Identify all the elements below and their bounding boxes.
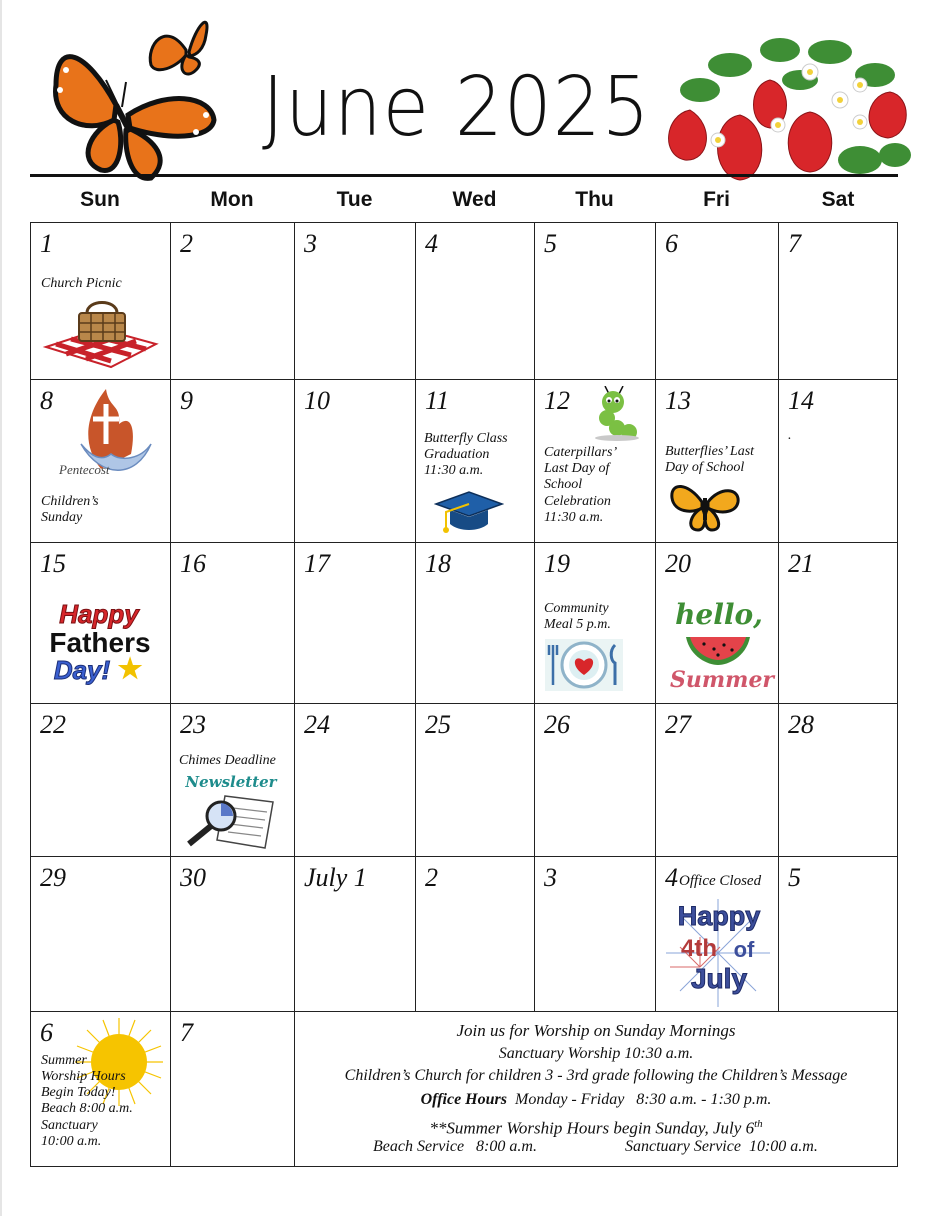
event-community-meal-line1: Community [544,601,609,616]
hello-summer-summer: Summer [670,667,775,693]
day-number: 4 [425,229,438,258]
day-cell [31,857,171,1012]
fathers-day-happy: Happy [59,599,139,629]
event-butterfly-graduation-line1: Butterfly Class [424,431,508,446]
day-cell [779,223,897,380]
fourth-july-of: of [733,937,755,962]
day-number: 28 [788,710,814,739]
day-cell [295,857,416,1012]
day-number: 23 [180,710,206,739]
day-number: July 1 [304,863,367,892]
event-butterfly-graduation-line2: Graduation [424,447,490,462]
weekday-fri: Fri [703,188,730,211]
weekday-mon: Mon [210,188,254,211]
fathers-day-day: Day! [53,655,111,685]
footer-childrens-church: Children’s Church for children 3 - 3rd grade following the Children’s Message [344,1067,848,1084]
strawberry-icon [788,112,832,172]
weekday-tue: Tue [336,188,373,211]
event-office-closed: Office Closed [679,873,762,889]
event-summer-worship-line5: Sanctuary [41,1118,98,1133]
butterfly-illustration [46,10,221,182]
calendar-grid [30,222,898,1167]
event-church-picnic: Church Picnic [41,276,122,291]
day-cell [295,543,416,704]
day-number: 30 [180,863,206,892]
stray-mark: . [788,428,792,443]
day-number: 29 [40,863,66,892]
fourth-july-4th: 4th [681,935,717,962]
butterfly-small-icon [150,22,207,74]
day-number: 18 [425,549,451,578]
event-summer-worship-line4: Beach 8:00 a.m. [41,1101,133,1116]
day-number: 27 [665,710,691,739]
summer-notice-text: **Summer Worship Hours begin Sunday, July 6 [429,1118,755,1138]
title-rule [30,174,898,177]
event-childrens-sunday-line2: Sunday [41,510,83,525]
summer-notice-sup: th [754,1118,763,1130]
day-cell [656,380,779,543]
event-summer-worship-line3: Begin Today! [41,1085,116,1100]
day-cell [295,223,416,380]
event-summer-worship-line6: 10:00 a.m. [41,1134,102,1149]
day-cell [171,704,295,857]
day-number: 19 [544,549,570,578]
day-cell [31,543,171,704]
day-number: 24 [304,710,330,739]
event-caterpillars-line3: School [544,477,583,492]
event-caterpillars-line4: Celebration [544,494,611,509]
day-cell [535,223,656,380]
caterpillar-icon [591,386,643,442]
strawberries-illustration [660,30,915,188]
event-community-meal-line2: Meal 5 p.m. [544,617,611,632]
event-summer-worship-line1: Summer [41,1053,87,1068]
event-caterpillars-line5: 11:30 a.m. [544,510,604,525]
day-cell [416,380,535,543]
day-cell [535,704,656,857]
day-cell [31,1012,171,1166]
picnic-basket-icon [41,299,159,369]
event-childrens-sunday-line1: Children’s [41,494,99,509]
footer-notice [295,1012,897,1166]
plate-heart-icon [545,639,623,691]
weekday-sat: Sat [821,188,855,211]
day-cell [171,543,295,704]
watermelon-icon [684,635,752,667]
day-number: 16 [180,549,206,578]
footer-beach-service: Beach Service 8:00 a.m. [373,1138,537,1155]
day-number: 5 [544,229,557,258]
day-cell [295,380,416,543]
event-summer-worship-line2: Worship Hours [41,1069,126,1084]
day-number: 6 [665,229,678,258]
day-cell [171,1012,295,1166]
footer-sanctuary-worship: Sanctuary Worship 10:30 a.m. [498,1045,694,1062]
day-cell [171,223,295,380]
day-number: 5 [788,863,801,892]
day-number: 7 [180,1018,193,1047]
day-cell [656,223,779,380]
day-cell [779,543,897,704]
day-number: 10 [304,386,330,415]
event-butterflies-last-day-line1: Butterflies’ Last [665,444,755,459]
day-number: 15 [40,549,66,578]
day-number: 6 [40,1018,53,1047]
day-cell [171,857,295,1012]
day-cell [416,857,535,1012]
event-chimes-deadline: Chimes Deadline [179,753,276,768]
day-number: 25 [425,710,451,739]
weekday-wed: Wed [452,188,497,211]
day-cell [656,704,779,857]
star-icon: ★ [117,653,143,684]
day-number: 9 [180,386,193,415]
strawberry-icon [669,110,707,160]
day-number: 11 [425,386,450,415]
day-number: 22 [40,710,66,739]
day-number: 13 [665,386,691,415]
day-number: 12 [544,386,570,415]
day-number: 3 [544,863,557,892]
fourth-july-happy: Happy [677,901,761,931]
day-number: 8 [40,386,53,415]
event-butterflies-last-day-line2: Day of School [665,460,745,475]
hello-summer-hello: hello, [675,598,763,631]
page-edge [0,0,2,1216]
strawberry-icon [869,92,906,138]
day-cell [779,380,897,543]
day-cell [535,380,656,543]
day-cell [416,543,535,704]
day-number: 2 [180,229,193,258]
day-number: 3 [304,229,317,258]
day-cell [535,543,656,704]
event-butterfly-graduation-line3: 11:30 a.m. [424,463,484,478]
strawberry-icon [718,115,762,180]
weekday-thu: Thu [575,188,614,211]
day-number: 26 [544,710,570,739]
day-cell [656,857,779,1012]
fourth-july-july: July [690,963,748,994]
newsletter-label: Newsletter [185,773,277,791]
day-cell [779,857,897,1012]
day-cell [535,857,656,1012]
day-cell [31,223,171,380]
day-cell [656,543,779,704]
footer-office-hours [295,1089,897,1111]
day-cell [31,380,171,543]
day-cell [416,223,535,380]
day-number: 20 [665,549,691,578]
weekday-sun: Sun [80,188,120,211]
day-number: 4 [665,863,678,892]
day-cell [779,704,897,857]
day-number: 7 [788,229,801,258]
butterfly-icon [668,480,742,534]
day-cell [295,704,416,857]
footer-sanctuary-service: Sanctuary Service 10:00 a.m. [625,1138,818,1155]
footer-worship-heading: Join us for Worship on Sunday Mornings [456,1021,736,1040]
fathers-day-fathers: Fathers [49,627,151,658]
day-number: 14 [788,386,814,415]
page-title: June 2025 [262,60,651,155]
day-cell [416,704,535,857]
pentecost-label: Pentecost [59,462,110,477]
day-number: 21 [788,549,814,578]
day-cell [31,704,171,857]
day-cell [171,380,295,543]
event-caterpillars-line1: Caterpillars’ [544,445,618,460]
day-number: 1 [40,229,53,258]
day-number: 17 [304,549,330,578]
graduation-cap-icon [434,488,504,536]
magnifier-newsletter-icon [185,792,281,850]
day-number: 2 [425,863,438,892]
event-caterpillars-line2: Last Day of [544,461,610,476]
office-hours-label: Office Hours [420,1091,507,1108]
office-hours-value: Monday - Friday 8:30 a.m. - 1:30 p.m. [506,1091,772,1108]
